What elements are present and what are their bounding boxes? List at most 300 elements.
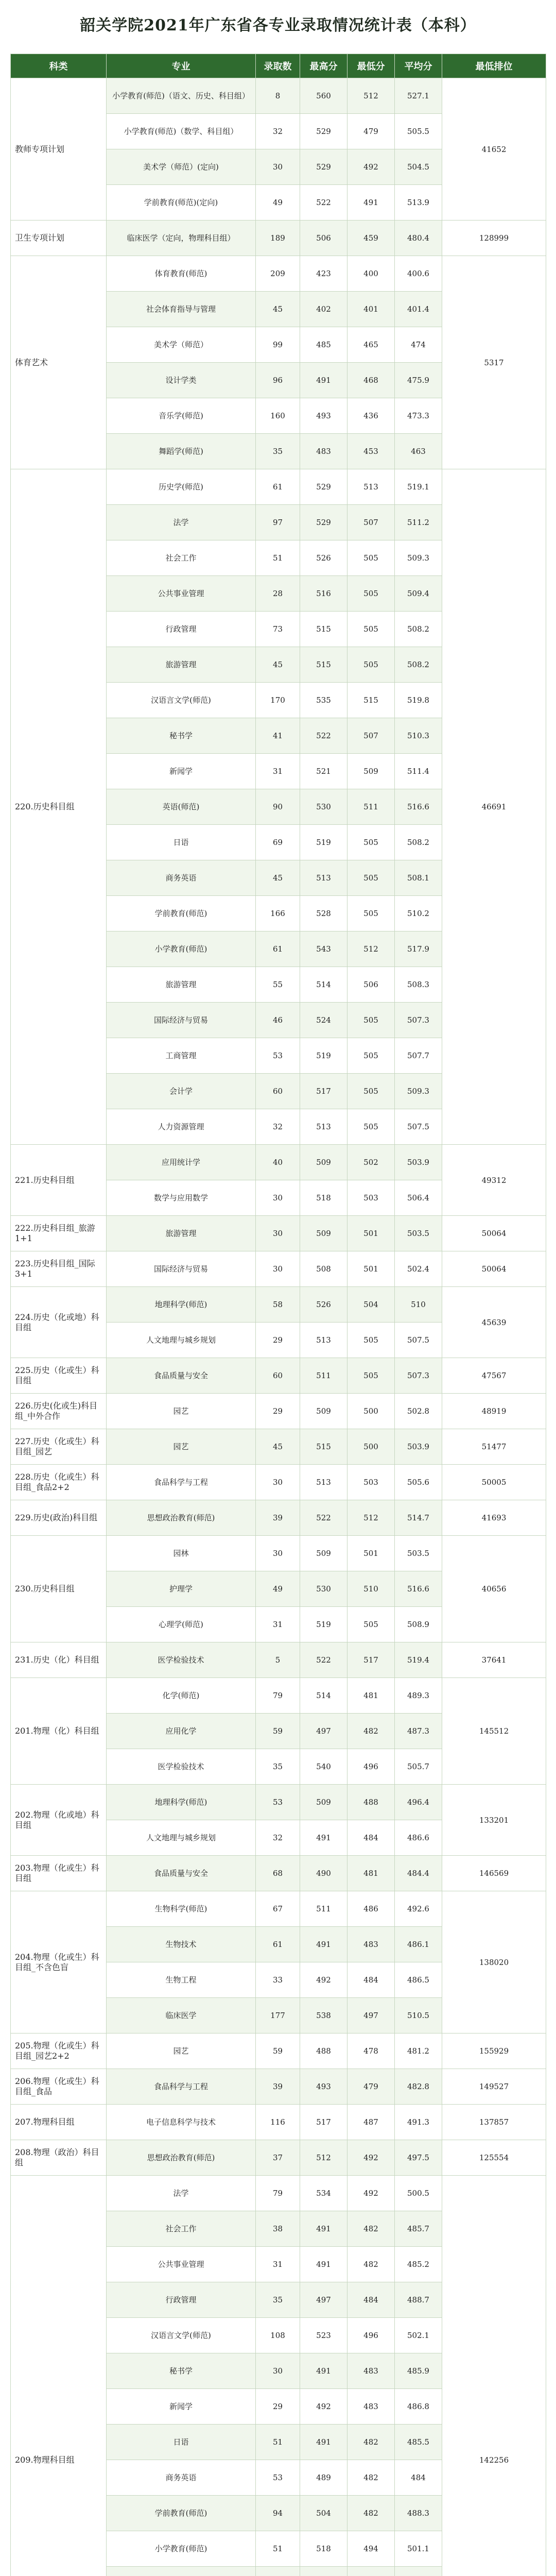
cell-avg-score: 507.3 <box>395 1003 442 1038</box>
cell-min-score: 512 <box>348 1500 395 1536</box>
cell-max-score: 402 <box>300 292 348 327</box>
cell-min-score: 484 <box>348 2282 395 2318</box>
cell-admitted: 55 <box>256 967 300 1003</box>
cell-major: 思想政治教育(师范) <box>107 2140 256 2176</box>
cell-min-score: 505 <box>348 1109 395 1145</box>
cell-avg-score: 486.8 <box>395 2389 442 2425</box>
cell-admitted: 58 <box>256 1287 300 1323</box>
cell-max-score: 524 <box>300 1003 348 1038</box>
cell-min-score <box>348 2567 395 2576</box>
cell-min-rank: 45639 <box>442 1287 546 1358</box>
cell-major: 食品科学与工程 <box>107 1465 256 1500</box>
cell-avg-score: 507.3 <box>395 1358 442 1394</box>
cell-category: 226.历史(化或生)科目组_中外合作 <box>11 1394 107 1429</box>
cell-avg-score: 508.3 <box>395 967 442 1003</box>
cell-max-score: 497 <box>300 1714 348 1749</box>
cell-min-score: 505 <box>348 1358 395 1394</box>
cell-admitted: 60 <box>256 1358 300 1394</box>
cell-avg-score: 517.9 <box>395 931 442 967</box>
cell-min-score: 496 <box>348 2318 395 2353</box>
cell-major: 商务英语 <box>107 860 256 896</box>
cell-major: 思想政治教育(师范) <box>107 1500 256 1536</box>
cell-max-score: 521 <box>300 754 348 789</box>
cell-min-score: 512 <box>348 931 395 967</box>
cell-max-score: 560 <box>300 78 348 114</box>
cell-max-score: 529 <box>300 469 348 505</box>
cell-avg-score: 505.5 <box>395 114 442 149</box>
cell-major: 园艺 <box>107 1429 256 1465</box>
cell-max-score: 522 <box>300 1642 348 1678</box>
cell-min-score: 465 <box>348 327 395 363</box>
cell-major: 园艺 <box>107 1394 256 1429</box>
cell-max-score: 534 <box>300 2176 348 2211</box>
cell-max-score: 530 <box>300 1571 348 1607</box>
cell-avg-score: 514.7 <box>395 1500 442 1536</box>
cell-min-rank: 37641 <box>442 1642 546 1678</box>
cell-avg-score: 510 <box>395 1287 442 1323</box>
cell-avg-score: 502.4 <box>395 1251 442 1287</box>
cell-max-score: 535 <box>300 683 348 718</box>
cell-admitted: 41 <box>256 718 300 754</box>
cell-category: 221.历史科目组 <box>11 1145 107 1216</box>
cell-avg-score: 504.5 <box>395 149 442 185</box>
cell-avg-score: 511.4 <box>395 754 442 789</box>
cell-admitted: 53 <box>256 1785 300 1820</box>
cell-min-rank: 41652 <box>442 78 546 221</box>
cell-max-score: 538 <box>300 1998 348 2033</box>
cell-major: 法学 <box>107 505 256 540</box>
cell-major: 日语 <box>107 825 256 860</box>
cell-avg-score: 509.4 <box>395 576 442 612</box>
cell-major: 国际经济与贸易 <box>107 1003 256 1038</box>
cell-max-score: 491 <box>300 2211 348 2247</box>
cell-admitted: 45 <box>256 860 300 896</box>
cell-admitted: 39 <box>256 2069 300 2105</box>
cell-min-score: 488 <box>348 1785 395 1820</box>
cell-min-score: 505 <box>348 1038 395 1074</box>
cell-category: 205.物理（化或生）科目组_园艺2+2 <box>11 2033 107 2069</box>
cell-avg-score: 400.6 <box>395 256 442 292</box>
cell-admitted: 29 <box>256 1323 300 1358</box>
cell-avg-score: 486.1 <box>395 1927 442 1962</box>
cell-category: 229.历史(政治)科目组 <box>11 1500 107 1536</box>
cell-max-score: 519 <box>300 825 348 860</box>
cell-admitted: 30 <box>256 1180 300 1216</box>
cell-min-score: 501 <box>348 1251 395 1287</box>
cell-admitted: 37 <box>256 2140 300 2176</box>
table-row <box>11 2033 546 2069</box>
cell-avg-score: 508.9 <box>395 1607 442 1642</box>
table-body <box>11 78 546 2576</box>
table-row <box>11 1678 546 1714</box>
cell-avg-score: 463 <box>395 434 442 469</box>
cell-major: 食品质量与安全 <box>107 1856 256 1891</box>
cell-min-rank: 133201 <box>442 1785 546 1856</box>
table-row <box>11 221 546 256</box>
cell-max-score: 504 <box>300 2496 348 2531</box>
cell-major: 社会体育指导与管理 <box>107 292 256 327</box>
cell-avg-score: 486.6 <box>395 1820 442 1856</box>
cell-admitted: 31 <box>256 2247 300 2282</box>
cell-avg-score: 481.2 <box>395 2033 442 2069</box>
cell-avg-score: 503.5 <box>395 1216 442 1251</box>
cell-avg-score: 489.3 <box>395 1678 442 1714</box>
cell-min-score: 512 <box>348 78 395 114</box>
cell-avg-score: 511.2 <box>395 505 442 540</box>
cell-admitted: 170 <box>256 683 300 718</box>
cell-max-score: 529 <box>300 505 348 540</box>
cell-category: 203.物理（化或生）科目组 <box>11 1856 107 1891</box>
cell-min-score: 501 <box>348 1216 395 1251</box>
cell-admitted: 51 <box>256 540 300 576</box>
cell-min-rank: 50005 <box>442 1465 546 1500</box>
cell-max-score: 492 <box>300 1962 348 1998</box>
cell-min-score: 507 <box>348 718 395 754</box>
cell-min-rank: 50064 <box>442 1216 546 1251</box>
cell-min-score: 505 <box>348 576 395 612</box>
cell-avg-score: 519.1 <box>395 469 442 505</box>
cell-avg-score: 502.1 <box>395 2318 442 2353</box>
cell-max-score: 517 <box>300 1074 348 1109</box>
cell-major: 汉语言文学(师范) <box>107 2318 256 2353</box>
cell-major: 生物技术 <box>107 1927 256 1962</box>
cell-min-score: 481 <box>348 1856 395 1891</box>
cell-major: 生物工程 <box>107 1962 256 1998</box>
cell-admitted: 29 <box>256 2389 300 2425</box>
cell-major: 学前教育(师范) <box>107 2496 256 2531</box>
cell-admitted: 46 <box>256 1003 300 1038</box>
cell-min-rank: 125554 <box>442 2140 546 2176</box>
cell-avg-score: 513.9 <box>395 185 442 221</box>
cell-admitted: 30 <box>256 1216 300 1251</box>
cell-major: 工商管理 <box>107 1038 256 1074</box>
cell-avg-score: 500.5 <box>395 2176 442 2211</box>
cell-min-score: 496 <box>348 1749 395 1785</box>
cell-major: 体育教育(师范) <box>107 256 256 292</box>
cell-category: 209.物理科目组 <box>11 2176 107 2576</box>
cell-major: 临床医学 <box>107 1998 256 2033</box>
cell-major: 法学 <box>107 2176 256 2211</box>
cell-category: 207.物理科目组 <box>11 2105 107 2140</box>
cell-admitted: 67 <box>256 1891 300 1927</box>
cell-category: 225.历史（化或生）科目组 <box>11 1358 107 1394</box>
cell-max-score: 513 <box>300 1323 348 1358</box>
cell-max-score: 511 <box>300 1891 348 1927</box>
cell-avg-score: 527.1 <box>395 78 442 114</box>
cell-min-score: 509 <box>348 754 395 789</box>
cell-min-score: 453 <box>348 434 395 469</box>
cell-admitted: 28 <box>256 576 300 612</box>
cell-max-score: 491 <box>300 2425 348 2460</box>
cell-avg-score: 485.5 <box>395 2425 442 2460</box>
cell-admitted: 39 <box>256 1500 300 1536</box>
header-admitted: 录取数 <box>256 54 300 78</box>
cell-min-score: 505 <box>348 1003 395 1038</box>
cell-major: 临床医学（定向，物理科目组） <box>107 221 256 256</box>
cell-max-score: 540 <box>300 1749 348 1785</box>
cell-major: 秘书学 <box>107 2353 256 2389</box>
cell-min-score: 505 <box>348 540 395 576</box>
cell-min-rank: 142256 <box>442 2176 546 2576</box>
cell-min-rank: 40656 <box>442 1536 546 1642</box>
cell-min-rank: 51477 <box>442 1429 546 1465</box>
cell-min-score: 513 <box>348 469 395 505</box>
cell-avg-score: 485.2 <box>395 2247 442 2282</box>
cell-max-score: 493 <box>300 2069 348 2105</box>
cell-avg-score: 473.3 <box>395 398 442 434</box>
cell-admitted: 59 <box>256 2033 300 2069</box>
cell-max-score: 519 <box>300 1038 348 1074</box>
cell-min-rank: 128999 <box>442 221 546 256</box>
cell-avg-score: 487.3 <box>395 1714 442 1749</box>
cell-max-score: 515 <box>300 1429 348 1465</box>
table-row <box>11 1465 546 1500</box>
cell-min-rank: 46691 <box>442 469 546 1145</box>
cell-avg-score: 488.7 <box>395 2282 442 2318</box>
cell-min-score: 502 <box>348 1145 395 1180</box>
cell-admitted: 79 <box>256 1678 300 1714</box>
cell-avg-score: 510.5 <box>395 1998 442 2033</box>
cell-min-score: 506 <box>348 967 395 1003</box>
cell-max-score: 509 <box>300 1785 348 1820</box>
cell-admitted: 61 <box>256 931 300 967</box>
cell-category: 201.物理（化）科目组 <box>11 1678 107 1785</box>
cell-admitted: 30 <box>256 1536 300 1571</box>
cell-major: 公共事业管理 <box>107 576 256 612</box>
cell-min-score: 500 <box>348 1394 395 1429</box>
cell-admitted: 49 <box>256 1571 300 1607</box>
table-row <box>11 1429 546 1465</box>
cell-min-score: 505 <box>348 860 395 896</box>
cell-min-score: 504 <box>348 1287 395 1323</box>
cell-avg-score: 510.2 <box>395 896 442 931</box>
cell-category: 卫生专项计划 <box>11 221 107 256</box>
table-row <box>11 256 546 292</box>
cell-admitted: 99 <box>256 327 300 363</box>
cell-max-score: 526 <box>300 540 348 576</box>
cell-admitted: 30 <box>256 1251 300 1287</box>
cell-avg-score: 516.6 <box>395 789 442 825</box>
cell-min-score: 501 <box>348 1536 395 1571</box>
cell-admitted: 61 <box>256 1927 300 1962</box>
cell-major: 学前教育(师范)(定向) <box>107 185 256 221</box>
cell-avg-score: 488.3 <box>395 2496 442 2531</box>
cell-major: 日语 <box>107 2425 256 2460</box>
cell-max-score: 516 <box>300 576 348 612</box>
cell-avg-score: 503.9 <box>395 1429 442 1465</box>
cell-avg-score: 503.9 <box>395 1145 442 1180</box>
cell-min-score: 486 <box>348 1891 395 1927</box>
cell-admitted: 30 <box>256 1465 300 1500</box>
cell-major: 音乐学(师范) <box>107 398 256 434</box>
cell-min-score: 481 <box>348 1678 395 1714</box>
cell-min-score: 479 <box>348 114 395 149</box>
table-row <box>11 1251 546 1287</box>
cell-major: 历史学(师范) <box>107 469 256 505</box>
header-min-score: 最低分 <box>348 54 395 78</box>
cell-major: 化学(师范) <box>107 1678 256 1714</box>
cell-max-score: 493 <box>300 398 348 434</box>
cell-max-score: 513 <box>300 860 348 896</box>
cell-admitted: 40 <box>256 1145 300 1180</box>
cell-max-score: 423 <box>300 256 348 292</box>
table-row <box>11 2105 546 2140</box>
cell-admitted: 49 <box>256 185 300 221</box>
cell-major: 公共事业管理 <box>107 2247 256 2282</box>
cell-avg-score: 502.8 <box>395 1394 442 1429</box>
cell-admitted: 31 <box>256 754 300 789</box>
cell-max-score: 489 <box>300 2460 348 2496</box>
cell-category: 222.历史科目组_旅游1+1 <box>11 1216 107 1251</box>
cell-min-score: 492 <box>348 2176 395 2211</box>
table-row <box>11 1216 546 1251</box>
cell-avg-score: 505.7 <box>395 1749 442 1785</box>
cell-category: 230.历史科目组 <box>11 1536 107 1642</box>
header-row <box>11 54 546 78</box>
cell-min-score: 492 <box>348 2140 395 2176</box>
cell-category: 228.历史（化或生）科目组_食品2+2 <box>11 1465 107 1500</box>
cell-avg-score: 484 <box>395 2460 442 2496</box>
cell-min-score: 503 <box>348 1465 395 1500</box>
cell-avg-score: 508.2 <box>395 825 442 860</box>
table-row <box>11 1500 546 1536</box>
cell-max-score: 528 <box>300 896 348 931</box>
cell-category: 208.物理（政治）科目组 <box>11 2140 107 2176</box>
cell-min-score: 505 <box>348 1074 395 1109</box>
cell-min-score: 505 <box>348 896 395 931</box>
cell-admitted: 51 <box>256 2531 300 2567</box>
cell-max-score: 497 <box>300 2282 348 2318</box>
cell-max-score: 515 <box>300 612 348 647</box>
cell-min-score: 500 <box>348 1429 395 1465</box>
cell-min-rank: 47567 <box>442 1358 546 1394</box>
cell-major: 商务英语 <box>107 2460 256 2496</box>
cell-avg-score: 509.3 <box>395 1074 442 1109</box>
cell-avg-score: 509.3 <box>395 540 442 576</box>
table-row <box>11 78 546 114</box>
cell-major: 小学教育(师范) <box>107 931 256 967</box>
cell-avg-score: 506.4 <box>395 1180 442 1216</box>
cell-max-score: 509 <box>300 1145 348 1180</box>
cell-avg-score: 507.7 <box>395 1038 442 1074</box>
header-min-rank: 最低排位 <box>442 54 546 78</box>
cell-max-score: 522 <box>300 1500 348 1536</box>
table-row <box>11 2140 546 2176</box>
cell-major: 生物科学(师范) <box>107 1891 256 1927</box>
cell-admitted: 79 <box>256 2176 300 2211</box>
cell-max-score: 509 <box>300 1216 348 1251</box>
cell-major: 电子信息科学与技术 <box>107 2105 256 2140</box>
cell-max-score: 513 <box>300 1465 348 1500</box>
table-row <box>11 2176 546 2211</box>
cell-max-score <box>300 2567 348 2576</box>
table-row <box>11 1536 546 1571</box>
cell-major: 新闻学 <box>107 2389 256 2425</box>
cell-admitted: 45 <box>256 647 300 683</box>
cell-major: 应用统计学 <box>107 1145 256 1180</box>
cell-max-score: 508 <box>300 1251 348 1287</box>
cell-min-score: 492 <box>348 149 395 185</box>
cell-admitted: 35 <box>256 2282 300 2318</box>
header-major: 专业 <box>107 54 256 78</box>
cell-avg-score: 484.4 <box>395 1856 442 1891</box>
cell-admitted: 73 <box>256 612 300 647</box>
cell-category: 227.历史（化或生）科目组_园艺 <box>11 1429 107 1465</box>
cell-min-score: 482 <box>348 2211 395 2247</box>
cell-max-score: 523 <box>300 2318 348 2353</box>
cell-max-score: 515 <box>300 647 348 683</box>
cell-min-score: 459 <box>348 221 395 256</box>
cell-max-score: 526 <box>300 1287 348 1323</box>
cell-max-score: 506 <box>300 221 348 256</box>
cell-major: 食品质量与安全 <box>107 1358 256 1394</box>
cell-max-score: 522 <box>300 718 348 754</box>
cell-category: 体育艺术 <box>11 256 107 469</box>
cell-major: 行政管理 <box>107 612 256 647</box>
cell-min-score: 482 <box>348 2425 395 2460</box>
page-title: 韶关学院2021年广东省各专业录取情况统计表（本科） <box>80 16 476 35</box>
cell-major: 医学检验技术 <box>107 1642 256 1678</box>
cell-max-score: 517 <box>300 2105 348 2140</box>
cell-max-score: 543 <box>300 931 348 967</box>
cell-admitted: 32 <box>256 1820 300 1856</box>
cell-admitted: 116 <box>256 2105 300 2140</box>
cell-admitted: 166 <box>256 896 300 931</box>
cell-avg-score: 519.4 <box>395 1642 442 1678</box>
cell-avg-score: 474 <box>395 327 442 363</box>
cell-admitted: 32 <box>256 1109 300 1145</box>
cell-avg-score: 492.6 <box>395 1891 442 1927</box>
cell-max-score: 509 <box>300 1394 348 1429</box>
cell-avg-score: 496.4 <box>395 1785 442 1820</box>
header-max-score: 最高分 <box>300 54 348 78</box>
cell-major: 应用化学 <box>107 1714 256 1749</box>
cell-admitted: 96 <box>256 363 300 398</box>
cell-avg-score: 401.4 <box>395 292 442 327</box>
cell-admitted: 68 <box>256 1856 300 1891</box>
table-row <box>11 1358 546 1394</box>
cell-major: 舞蹈学(师范) <box>107 434 256 469</box>
cell-category: 224.历史（化或地）科目组 <box>11 1287 107 1358</box>
cell-major: 国际经济与贸易 <box>107 1251 256 1287</box>
cell-max-score: 511 <box>300 1358 348 1394</box>
cell-min-rank: 50064 <box>442 1251 546 1287</box>
cell-admitted: 8 <box>256 78 300 114</box>
cell-major: 心理学(师范) <box>107 1607 256 1642</box>
cell-major: 社会工作 <box>107 2211 256 2247</box>
cell-admitted: 30 <box>256 149 300 185</box>
header-avg-score: 平均分 <box>395 54 442 78</box>
cell-major: 人文地理与城乡规划 <box>107 1820 256 1856</box>
cell-admitted: 61 <box>256 469 300 505</box>
cell-major: 园艺 <box>107 2033 256 2069</box>
cell-max-score: 530 <box>300 789 348 825</box>
cell-major: 地理科学(师范) <box>107 1287 256 1323</box>
cell-min-score: 478 <box>348 2033 395 2069</box>
cell-min-score: 510 <box>348 1571 395 1607</box>
cell-max-score: 512 <box>300 2140 348 2176</box>
cell-avg-score: 485.7 <box>395 2211 442 2247</box>
cell-major: 人力资源管理 <box>107 1109 256 1145</box>
cell-major: 英语(师范) <box>107 789 256 825</box>
cell-min-score: 505 <box>348 1323 395 1358</box>
cell-avg-score <box>395 2567 442 2576</box>
table-row <box>11 1642 546 1678</box>
cell-category: 231.历史（化）科目组 <box>11 1642 107 1678</box>
cell-admitted: 51 <box>256 2425 300 2460</box>
cell-min-rank: 49312 <box>442 1145 546 1216</box>
cell-max-score: 491 <box>300 363 348 398</box>
